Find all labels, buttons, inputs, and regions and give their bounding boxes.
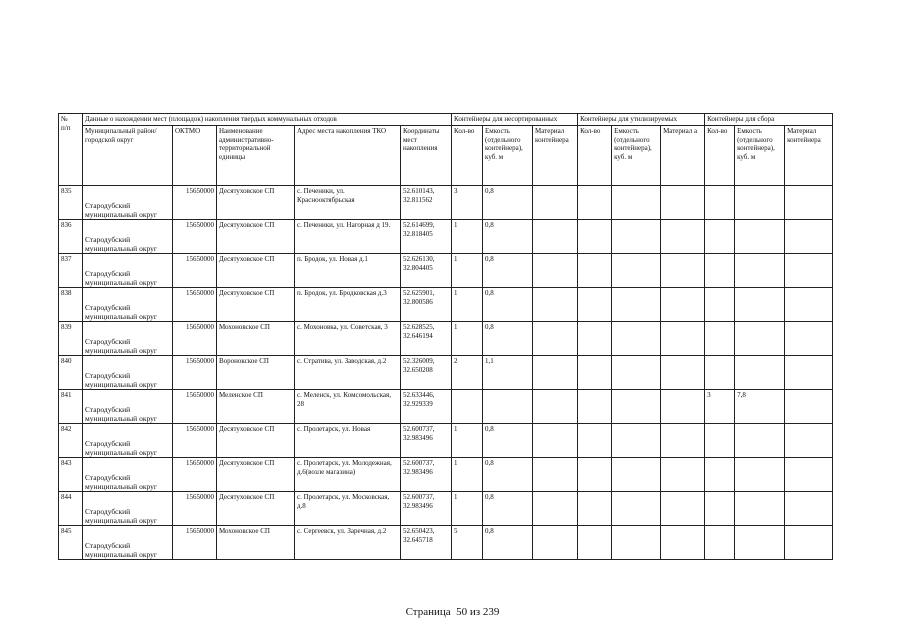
header-capacity-unsorted: Емкость (отдельного контейнера), куб. м <box>483 126 533 186</box>
row-capacity-collect <box>735 288 785 322</box>
row-capacity-collect <box>735 254 785 288</box>
row-number: 841 <box>59 390 83 424</box>
row-count-unsorted: 1 <box>452 220 483 254</box>
table-row <box>59 322 833 356</box>
row-admin-unit: Меленское СП <box>217 390 295 424</box>
row-admin-unit: Десятуховское СП <box>217 186 295 220</box>
row-count-recycle <box>578 254 612 288</box>
row-capacity-unsorted: 0,8 <box>483 220 533 254</box>
row-capacity-recycle <box>612 458 661 492</box>
row-count-collect <box>705 356 735 390</box>
row-district: Стародубский муниципальный округ <box>83 220 173 254</box>
row-address: с. Печеники, ул. Краснооктябрьская <box>295 186 401 220</box>
row-count-recycle <box>578 220 612 254</box>
row-material-collect <box>785 390 833 424</box>
row-material-recycle <box>661 322 705 356</box>
row-capacity-unsorted: 0,8 <box>483 322 533 356</box>
row-district: Стародубский муниципальный округ <box>83 186 173 220</box>
header-address: Адрес места накопления ТКО <box>295 126 401 186</box>
row-material-collect <box>785 492 833 526</box>
row-count-unsorted: 1 <box>452 254 483 288</box>
row-admin-unit: Десятуховское СП <box>217 220 295 254</box>
row-count-unsorted: 5 <box>452 526 483 560</box>
row-count-collect <box>705 322 735 356</box>
row-oktmo: 15650000 <box>173 322 217 356</box>
row-capacity-collect <box>735 356 785 390</box>
row-material-recycle <box>661 220 705 254</box>
row-district: Стародубский муниципальный округ <box>83 492 173 526</box>
row-coordinates: 52.625901, 32.800586 <box>401 288 452 322</box>
row-number: 837 <box>59 254 83 288</box>
page-footer <box>0 606 905 618</box>
row-capacity-unsorted: 0,8 <box>483 492 533 526</box>
row-admin-unit: Мохоновское СП <box>217 526 295 560</box>
page-current: 50 <box>456 606 468 618</box>
row-material-recycle <box>661 390 705 424</box>
header-capacity-recycle: Емкость (отдельного контейнера), куб. м <box>612 126 661 186</box>
row-capacity-recycle <box>612 322 661 356</box>
header-num <box>59 114 83 186</box>
row-number: 835 <box>59 186 83 220</box>
row-material-recycle <box>661 356 705 390</box>
row-material-recycle <box>661 186 705 220</box>
row-count-unsorted: 2 <box>452 356 483 390</box>
row-count-recycle <box>578 390 612 424</box>
row-admin-unit: Десятуховское СП <box>217 288 295 322</box>
table-row <box>59 288 833 322</box>
page-label: Страница <box>405 606 451 618</box>
row-address: п. Бродок, ул. Бродковская д.3 <box>295 288 401 322</box>
row-count-unsorted: 1 <box>452 492 483 526</box>
row-oktmo: 15650000 <box>173 424 217 458</box>
row-count-recycle <box>578 322 612 356</box>
row-capacity-collect <box>735 526 785 560</box>
row-number: 840 <box>59 356 83 390</box>
row-capacity-recycle <box>612 492 661 526</box>
row-coordinates: 52.650423, 32.645718 <box>401 526 452 560</box>
row-material-unsorted <box>533 288 578 322</box>
row-number: 838 <box>59 288 83 322</box>
row-capacity-recycle <box>612 356 661 390</box>
row-count-recycle <box>578 458 612 492</box>
row-district: Стародубский муниципальный округ <box>83 390 173 424</box>
row-capacity-collect: 7,8 <box>735 390 785 424</box>
row-material-unsorted <box>533 458 578 492</box>
row-capacity-unsorted: 0,8 <box>483 458 533 492</box>
row-capacity-recycle <box>612 254 661 288</box>
row-capacity-recycle <box>612 288 661 322</box>
row-address: с. Меленск, ул. Комсомольская, 28 <box>295 390 401 424</box>
row-oktmo: 15650000 <box>173 186 217 220</box>
row-coordinates: 52.628525, 32.646194 <box>401 322 452 356</box>
row-capacity-recycle <box>612 424 661 458</box>
row-capacity-unsorted: 0,8 <box>483 526 533 560</box>
row-material-unsorted <box>533 220 578 254</box>
row-address: с. Пролетарск, ул. Новая <box>295 424 401 458</box>
row-oktmo: 15650000 <box>173 390 217 424</box>
row-capacity-unsorted <box>483 390 533 424</box>
page-total: 239 <box>482 606 500 618</box>
header-capacity-collect: Емкость (отдельного контейнера), куб. м <box>735 126 785 186</box>
row-oktmo: 15650000 <box>173 458 217 492</box>
row-count-recycle <box>578 424 612 458</box>
row-material-unsorted <box>533 526 578 560</box>
row-address: с. Стратива, ул. Заводская, д.2 <box>295 356 401 390</box>
row-count-unsorted <box>452 390 483 424</box>
row-material-recycle <box>661 458 705 492</box>
row-material-recycle <box>661 492 705 526</box>
registry-table-container <box>58 113 832 560</box>
row-count-collect <box>705 458 735 492</box>
row-count-collect <box>705 254 735 288</box>
table-row <box>59 424 833 458</box>
row-count-collect <box>705 492 735 526</box>
row-admin-unit: Десятуховское СП <box>217 254 295 288</box>
row-capacity-collect <box>735 322 785 356</box>
row-oktmo: 15650000 <box>173 254 217 288</box>
header-count-collect: Кол-во <box>705 126 735 186</box>
row-count-recycle <box>578 492 612 526</box>
row-material-collect <box>785 186 833 220</box>
row-material-unsorted <box>533 322 578 356</box>
row-count-collect <box>705 220 735 254</box>
header-material-recycle: Материал а <box>661 126 705 186</box>
row-address: с. Пролетарск, ул. Московская, д.8 <box>295 492 401 526</box>
header-oktmo: ОКТМО <box>173 126 217 186</box>
row-coordinates: 52.600737, 32.983496 <box>401 424 452 458</box>
table-row <box>59 390 833 424</box>
row-material-collect <box>785 322 833 356</box>
row-material-collect <box>785 288 833 322</box>
table-row <box>59 356 833 390</box>
row-material-collect <box>785 220 833 254</box>
row-capacity-collect <box>735 424 785 458</box>
row-admin-unit: Десятуховское СП <box>217 458 295 492</box>
header-group-unsorted: Контейнеры для несортированных <box>452 114 578 126</box>
row-capacity-recycle <box>612 526 661 560</box>
row-address: с. Пролетарск, ул. Молодежная, д.6(возле магазина) <box>295 458 401 492</box>
row-oktmo: 15650000 <box>173 526 217 560</box>
row-capacity-unsorted: 0,8 <box>483 424 533 458</box>
row-capacity-recycle <box>612 390 661 424</box>
row-capacity-collect <box>735 458 785 492</box>
row-count-collect <box>705 424 735 458</box>
row-admin-unit: Десятуховское СП <box>217 424 295 458</box>
registry-table <box>58 113 833 560</box>
row-coordinates: 52.610143, 32.811562 <box>401 186 452 220</box>
row-oktmo: 15650000 <box>173 220 217 254</box>
row-material-unsorted <box>533 186 578 220</box>
row-count-unsorted: 1 <box>452 288 483 322</box>
row-material-unsorted <box>533 356 578 390</box>
row-oktmo: 15650000 <box>173 492 217 526</box>
row-capacity-unsorted: 0,8 <box>483 254 533 288</box>
row-capacity-collect <box>735 492 785 526</box>
row-number: 842 <box>59 424 83 458</box>
header-group-recycle: Контейнеры для утилизируемых <box>578 114 705 126</box>
row-count-collect: 3 <box>705 390 735 424</box>
table-row <box>59 254 833 288</box>
row-count-recycle <box>578 356 612 390</box>
row-count-recycle <box>578 288 612 322</box>
row-coordinates: 52.326009, 32.650208 <box>401 356 452 390</box>
header-district: Муниципальный район/городской округ <box>83 126 173 186</box>
header-group-collect: Контейнеры для сбора <box>705 114 833 126</box>
table-row <box>59 492 833 526</box>
row-number: 844 <box>59 492 83 526</box>
row-count-recycle <box>578 526 612 560</box>
row-coordinates: 52.633446, 32.929339 <box>401 390 452 424</box>
row-address: с. Печеники, ул. Нагорная д 19. <box>295 220 401 254</box>
row-material-unsorted <box>533 424 578 458</box>
row-address: с. Сергеевск, ул. Заречная, д.2 <box>295 526 401 560</box>
row-count-unsorted: 1 <box>452 322 483 356</box>
table-row <box>59 458 833 492</box>
table-row <box>59 220 833 254</box>
row-coordinates: 52.626130, 32.804405 <box>401 254 452 288</box>
row-capacity-collect <box>735 220 785 254</box>
row-district: Стародубский муниципальный округ <box>83 254 173 288</box>
row-capacity-collect <box>735 186 785 220</box>
row-district: Стародубский муниципальный округ <box>83 424 173 458</box>
row-count-collect <box>705 288 735 322</box>
row-material-collect <box>785 526 833 560</box>
header-group-location: Данные о нахождении мест (площадок) накопления твердых коммунальных отходов <box>83 114 452 126</box>
row-material-collect <box>785 356 833 390</box>
row-district: Стародубский муниципальный округ <box>83 322 173 356</box>
row-capacity-recycle <box>612 220 661 254</box>
row-material-unsorted <box>533 254 578 288</box>
header-count-recycle: Кол-во <box>578 126 612 186</box>
header-material-unsorted: Материал контейнера <box>533 126 578 186</box>
row-district: Стародубский муниципальный округ <box>83 458 173 492</box>
header-num-label: № п/п <box>61 115 71 132</box>
row-capacity-unsorted: 1,1 <box>483 356 533 390</box>
row-capacity-unsorted: 0,8 <box>483 186 533 220</box>
row-count-recycle <box>578 186 612 220</box>
row-admin-unit: Мохоновское СП <box>217 322 295 356</box>
page-of: из <box>469 606 481 618</box>
row-material-unsorted <box>533 492 578 526</box>
header-material-collect: Материал контейнера <box>785 126 833 186</box>
row-count-unsorted: 1 <box>452 458 483 492</box>
row-coordinates: 52.600737, 32.983496 <box>401 492 452 526</box>
row-number: 843 <box>59 458 83 492</box>
row-number: 836 <box>59 220 83 254</box>
row-count-unsorted: 3 <box>452 186 483 220</box>
row-count-unsorted: 1 <box>452 424 483 458</box>
row-material-recycle <box>661 254 705 288</box>
row-material-collect <box>785 254 833 288</box>
row-district: Стародубский муниципальный округ <box>83 526 173 560</box>
row-number: 839 <box>59 322 83 356</box>
header-columns-row <box>59 126 833 186</box>
header-coordinates: Координаты мест накопления <box>401 126 452 186</box>
row-count-collect <box>705 526 735 560</box>
row-district: Стародубский муниципальный округ <box>83 356 173 390</box>
row-oktmo: 15650000 <box>173 356 217 390</box>
row-admin-unit: Десятуховское СП <box>217 492 295 526</box>
row-oktmo: 15650000 <box>173 288 217 322</box>
row-capacity-unsorted: 0,8 <box>483 288 533 322</box>
table-row <box>59 186 833 220</box>
row-material-recycle <box>661 288 705 322</box>
header-admin-unit: Наименование административно-территориальной единицы <box>217 126 295 186</box>
row-material-recycle <box>661 526 705 560</box>
header-count-unsorted: Кол-во <box>452 126 483 186</box>
table-row <box>59 526 833 560</box>
row-district: Стародубский муниципальный округ <box>83 288 173 322</box>
row-admin-unit: Воронокское СП <box>217 356 295 390</box>
row-number: 845 <box>59 526 83 560</box>
row-material-collect <box>785 424 833 458</box>
row-capacity-recycle <box>612 186 661 220</box>
row-material-recycle <box>661 424 705 458</box>
row-material-unsorted <box>533 390 578 424</box>
row-coordinates: 52.600737, 32.983496 <box>401 458 452 492</box>
row-material-collect <box>785 458 833 492</box>
row-address: п. Бродок, ул. Новая д.1 <box>295 254 401 288</box>
header-group-row <box>59 114 833 126</box>
row-count-collect <box>705 186 735 220</box>
row-address: с. Мохоновка, ул. Советская, 3 <box>295 322 401 356</box>
row-coordinates: 52.614699, 32.818405 <box>401 220 452 254</box>
